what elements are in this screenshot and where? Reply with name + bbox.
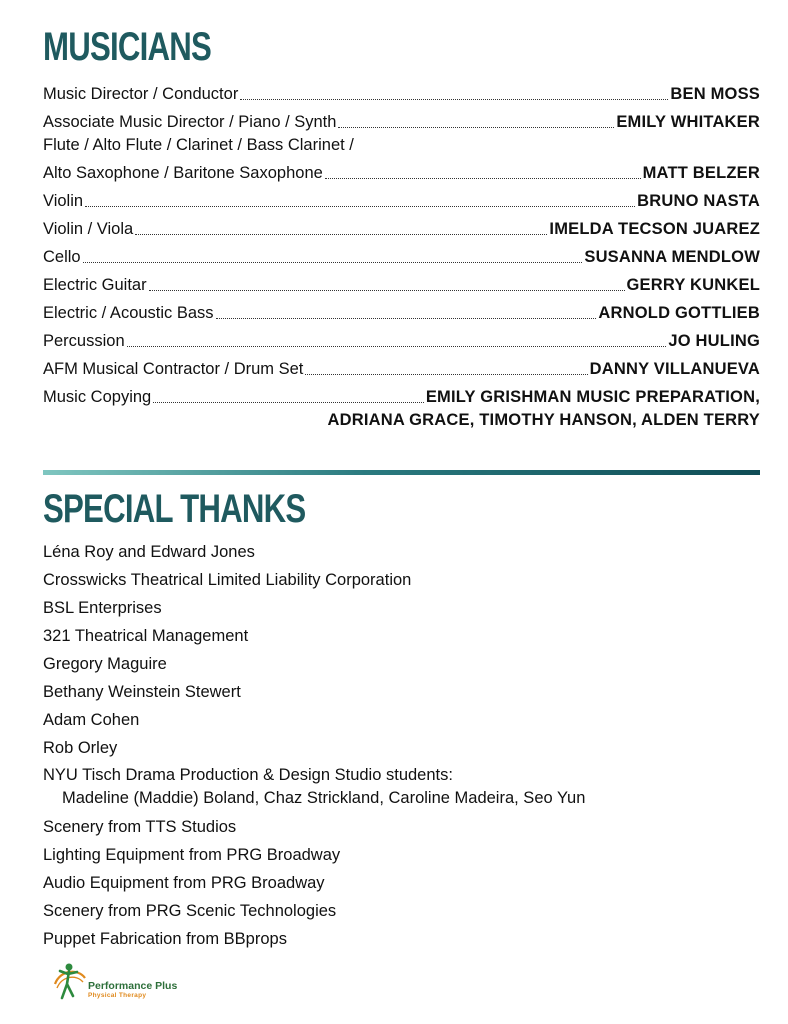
credit-row: [43, 269, 760, 297]
credit-row: [43, 185, 760, 213]
credit-role-line1: Flute / Alto Flute / Clarinet / Bass Clarinet /: [43, 136, 354, 154]
thanks-item: Crosswicks Theatrical Limited Liability Corporation: [43, 571, 412, 589]
credit-row: [43, 213, 760, 241]
thanks-item-line1: NYU Tisch Drama Production & Design Studio students:: [43, 766, 453, 784]
credit-row: [43, 241, 760, 269]
musicians-heading: MUSICIANS: [43, 25, 212, 69]
thanks-item: Bethany Weinstein Stewert: [43, 683, 241, 701]
credit-role: Cello: [43, 248, 81, 266]
credit-role: AFM Musical Contractor / Drum Set: [43, 360, 304, 378]
credit-row: [43, 353, 760, 381]
credit-row: [43, 106, 760, 134]
credit-row: [43, 381, 760, 409]
credit-role: Violin / Viola: [43, 220, 134, 238]
credit-name: EMILY WHITAKER: [616, 113, 760, 131]
dot-leader: [216, 318, 597, 319]
dot-leader: [325, 178, 641, 179]
credit-name: JO HULING: [668, 332, 760, 350]
credit-role: Percussion: [43, 332, 125, 350]
thanks-item: Adam Cohen: [43, 711, 140, 729]
dot-leader: [153, 402, 424, 403]
thanks-item: [43, 762, 585, 813]
special-thanks-heading: SPECIAL THANKS: [43, 487, 306, 531]
credit-name: BRUNO NASTA: [637, 192, 760, 210]
credit-row: [43, 78, 760, 106]
credit-name-continued: ADRIANA GRACE, TIMOTHY HANSON, ALDEN TERRY: [327, 411, 760, 429]
thanks-item: Gregory Maguire: [43, 655, 167, 673]
credit-row: [43, 297, 760, 325]
dot-leader: [338, 127, 614, 128]
thanks-item: Scenery from PRG Scenic Technologies: [43, 902, 337, 920]
thanks-item: Léna Roy and Edward Jones: [43, 543, 255, 561]
thanks-item: Rob Orley: [43, 739, 118, 757]
dot-leader: [85, 206, 635, 207]
logo-title: Performance Plus: [88, 980, 178, 992]
sponsor-logo: [52, 960, 192, 1004]
dot-leader: [149, 290, 625, 291]
credit-row: [43, 325, 760, 353]
thanks-item: Puppet Fabrication from BBprops: [43, 930, 287, 948]
credit-name: BEN MOSS: [670, 85, 760, 103]
credit-name: IMELDA TECSON JUAREZ: [549, 220, 760, 238]
credit-role: Violin: [43, 192, 84, 210]
credit-row: [43, 157, 760, 185]
credit-role: Alto Saxophone / Baritone Saxophone: [43, 164, 323, 182]
credit-name: MATT BELZER: [642, 164, 760, 182]
thanks-item: Scenery from TTS Studios: [43, 818, 237, 836]
thanks-item-line2: Madeline (Maddie) Boland, Chaz Strickland, Caroline Madeira, Seo Yun: [62, 789, 586, 807]
thanks-item: BSL Enterprises: [43, 599, 162, 617]
dot-leader: [135, 234, 547, 235]
credit-name: EMILY GRISHMAN MUSIC PREPARATION,: [425, 388, 760, 406]
credit-role: Associate Music Director / Piano / Synth: [43, 113, 337, 131]
musicians-credits: [43, 78, 760, 432]
thanks-item: 321 Theatrical Management: [43, 627, 249, 645]
logo-subtitle: Physical Therapy: [88, 992, 147, 999]
section-divider: [43, 470, 760, 475]
credit-name: DANNY VILLANUEVA: [589, 360, 760, 378]
thanks-item: Audio Equipment from PRG Broadway: [43, 874, 325, 892]
credit-name: SUSANNA MENDLOW: [584, 248, 760, 266]
credit-role: Music Director / Conductor: [43, 85, 239, 103]
thanks-item: Lighting Equipment from PRG Broadway: [43, 846, 341, 864]
credit-role: Electric Guitar: [43, 276, 147, 294]
runner-figure-icon: [52, 960, 88, 1002]
dot-leader: [83, 262, 583, 263]
credit-role: Music Copying: [43, 388, 152, 406]
credit-name: GERRY KUNKEL: [626, 276, 760, 294]
dot-leader: [127, 346, 667, 347]
credit-name: ARNOLD GOTTLIEB: [598, 304, 760, 322]
dot-leader: [240, 99, 668, 100]
credit-role: Electric / Acoustic Bass: [43, 304, 214, 322]
dot-leader: [305, 374, 587, 375]
special-thanks-list: [43, 538, 585, 953]
